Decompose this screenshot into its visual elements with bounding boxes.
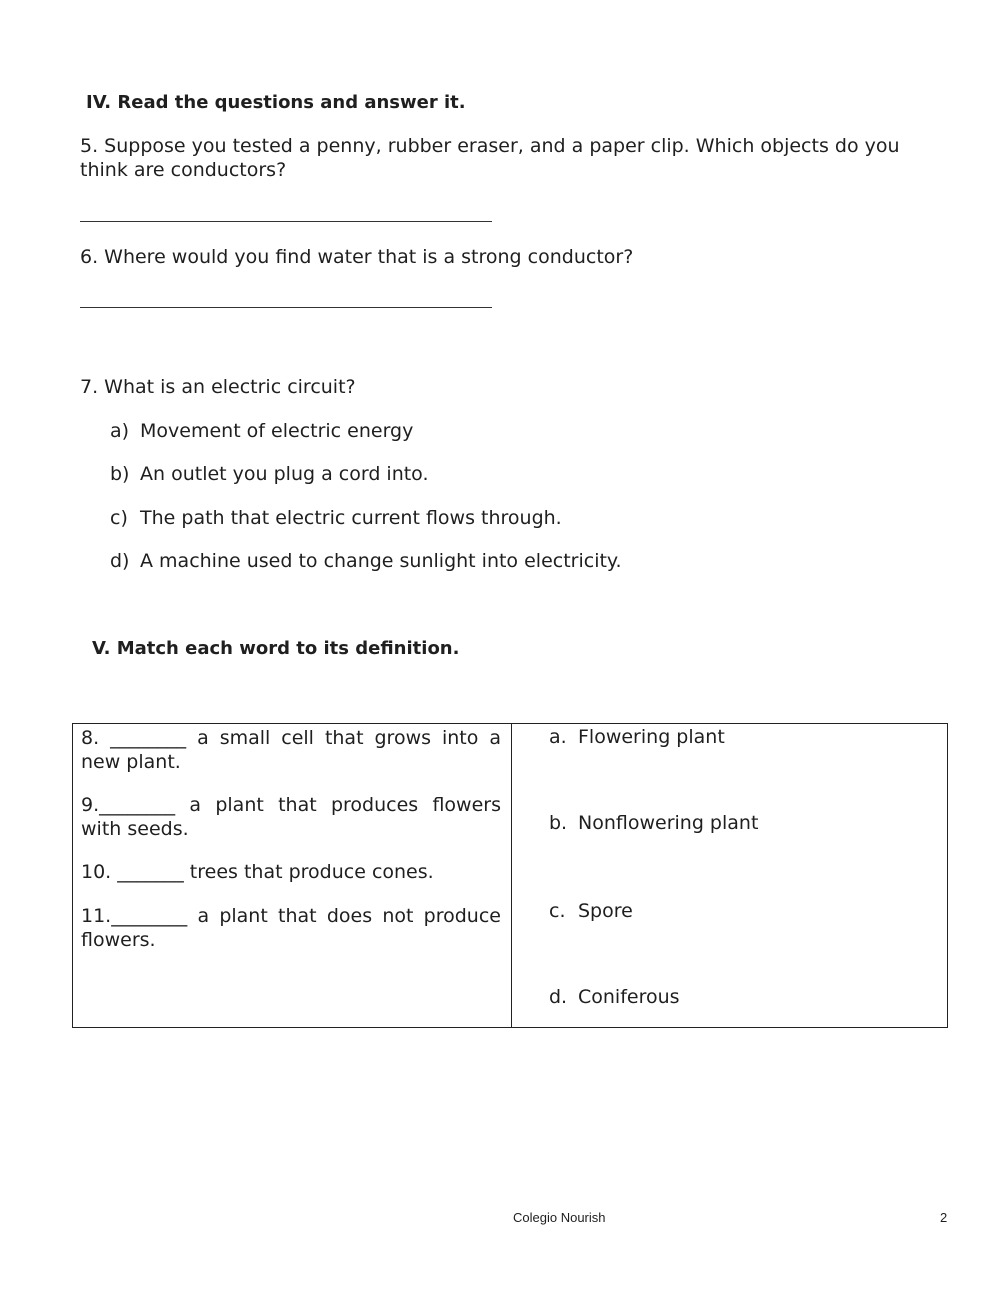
match-option-b: Nonflowering plant: [578, 812, 759, 834]
answer-line-5[interactable]: [80, 221, 492, 222]
option-text: An outlet you plug a cord into.: [140, 463, 429, 485]
match-letter-c: c.: [549, 900, 566, 922]
matching-table: [72, 723, 948, 1028]
match-letter-b: b.: [549, 812, 568, 834]
match-letter-d: d.: [549, 986, 568, 1008]
footer-school: Colegio Nourish: [513, 1210, 606, 1225]
option-letter: b): [110, 463, 130, 485]
option-text: A machine used to change sunlight into electricity.: [140, 550, 622, 572]
match-question-9: 9.________ a plant that produces flowers with seeds.: [81, 794, 501, 840]
question-7: 7. What is an electric circuit?: [80, 376, 356, 398]
question-5: 5. Suppose you tested a penny, rubber eraser, and a paper clip. Which objects do you think are conductors?: [80, 135, 900, 181]
match-question-11: 11.________ a plant that does not produce flowers.: [81, 905, 501, 951]
column-divider: [511, 724, 512, 1027]
option-text: The path that electric current flows through.: [140, 507, 562, 529]
footer-page-number: 2: [940, 1210, 948, 1225]
match-option-a: Flowering plant: [578, 726, 725, 748]
option-letter: c): [110, 507, 128, 529]
match-option-d: Coniferous: [578, 986, 680, 1008]
option-letter: d): [110, 550, 130, 572]
match-letter-a: a.: [549, 726, 567, 748]
option-text: Movement of electric energy: [140, 420, 414, 442]
option-letter: a): [110, 420, 130, 442]
match-question-10: 10. _______ trees that produce cones.: [81, 861, 434, 883]
question-6: 6. Where would you find water that is a strong conductor?: [80, 246, 634, 268]
match-option-c: Spore: [578, 900, 633, 922]
answer-line-6[interactable]: [80, 307, 492, 308]
section-4-heading: IV. Read the questions and answer it.: [86, 92, 466, 113]
match-question-8: 8. ________ a small cell that grows into a new plant.: [81, 727, 501, 773]
section-5-heading: V. Match each word to its definition.: [92, 638, 460, 659]
